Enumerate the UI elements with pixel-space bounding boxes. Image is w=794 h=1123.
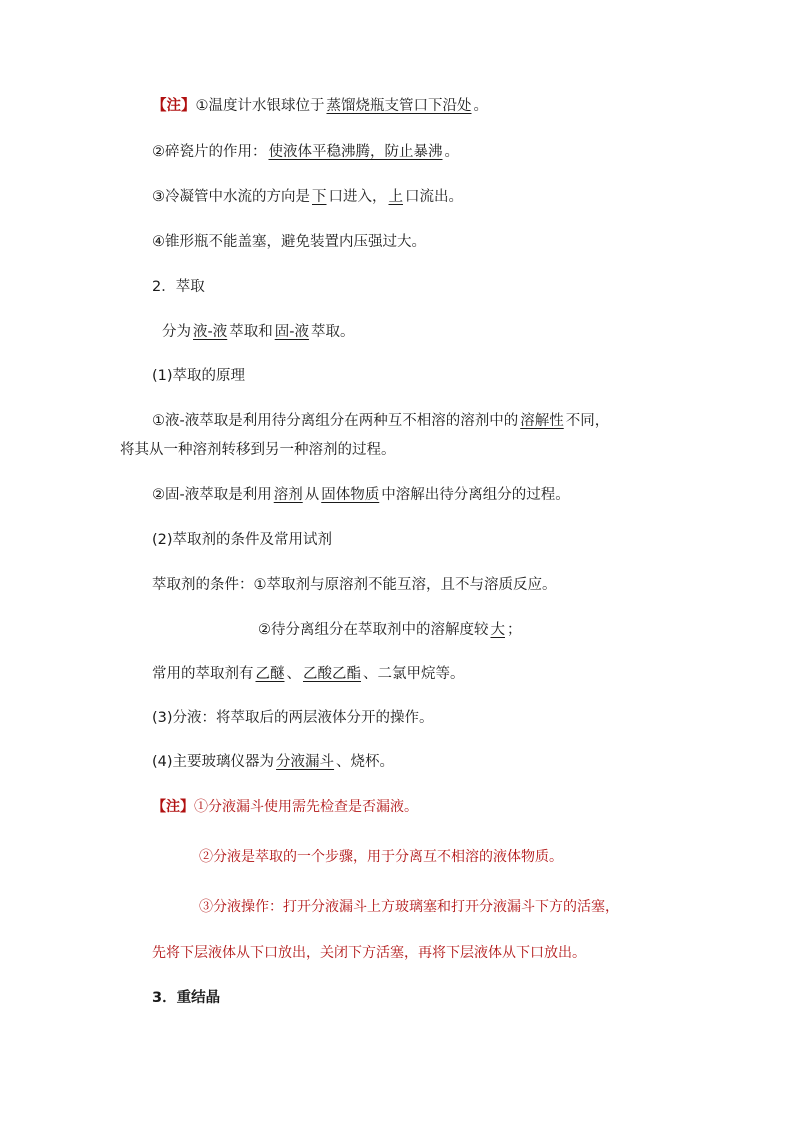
answer-blank: 下 — [312, 189, 327, 205]
answer-blank: 大 — [490, 622, 505, 638]
conditions-title: (2)萃取剂的条件及常用试剂 — [152, 532, 333, 548]
principle-liquid-liquid-cont: 将其从一种溶剂转移到另一种溶剂的过程。 — [120, 442, 396, 458]
answer-blank: 乙醚 — [255, 666, 285, 682]
note2-item3-cont: 先将下层液体从下口放出，关闭下方活塞，再将下层液体从下口放出。 — [152, 945, 586, 961]
note2-item1: 【注】①分液漏斗使用需先检查是否漏液。 — [152, 799, 418, 815]
principle-liquid-liquid: ①液-液萃取是利用待分离组分在两种互不相溶的溶剂中的 溶解性 不同， — [152, 413, 610, 429]
answer-blank: 溶剂 — [273, 487, 303, 503]
note1-item3: ③冷凝管中水流的方向是 下 口进入， 上 口流出。 — [152, 189, 463, 205]
note1-item4: ④锥形瓶不能盖塞，避免装置内压强过大。 — [152, 234, 426, 250]
extraction-types: 分为 液-液 萃取和 固-液 萃取。 — [162, 324, 355, 340]
separation-definition: (3)分液：将萃取后的两层液体分开的操作。 — [152, 710, 434, 726]
principle-title: (1)萃取的原理 — [152, 368, 246, 384]
answer-blank: 乙酸乙酯 — [303, 666, 361, 682]
answer-blank: 固体物质 — [321, 487, 380, 503]
answer-blank: 蒸馏烧瓶支管口下沿处 — [326, 98, 472, 114]
note1-tag: 【注】 — [152, 98, 196, 114]
note2-tag: 【注】 — [152, 799, 194, 815]
principle-solid-liquid: ②固-液萃取是利用 溶剂 从 固体物质 中溶解出待分离组分的过程。 — [152, 487, 570, 503]
note1-item1: 【注】①温度计水银球位于 蒸馏烧瓶支管口下沿处 。 — [152, 98, 488, 114]
condition-2: ②待分离组分在萃取剂中的溶解度较 大 ； — [258, 622, 522, 638]
section2-heading: 2．萃取 — [152, 279, 205, 295]
note2-item3: ③分液操作：打开分液漏斗上方玻璃塞和打开分液漏斗下方的活塞， — [199, 899, 619, 915]
common-solvents: 常用的萃取剂有 乙醚 、 乙酸乙酯 、二氯甲烷等。 — [152, 666, 465, 682]
answer-blank: 上 — [388, 189, 403, 205]
answer-blank: 使液体平稳沸腾，防止暴沸 — [268, 144, 443, 160]
note1-item2: ②碎瓷片的作用： 使液体平稳沸腾，防止暴沸 。 — [152, 144, 459, 160]
condition-1: 萃取剂的条件：①萃取剂与原溶剂不能互溶，且不与溶质反应。 — [152, 577, 557, 593]
answer-blank: 溶解性 — [520, 413, 564, 429]
note2-item2: ②分液是萃取的一个步骤，用于分离互不相溶的液体物质。 — [199, 849, 563, 865]
answer-blank: 分液漏斗 — [276, 754, 335, 770]
section3-heading: 3．重结晶 — [152, 990, 221, 1006]
answer-blank: 固-液 — [274, 324, 309, 340]
glassware: (4)主要玻璃仪器为 分液漏斗 、烧杯。 — [152, 754, 395, 770]
answer-blank: 液-液 — [193, 324, 228, 340]
